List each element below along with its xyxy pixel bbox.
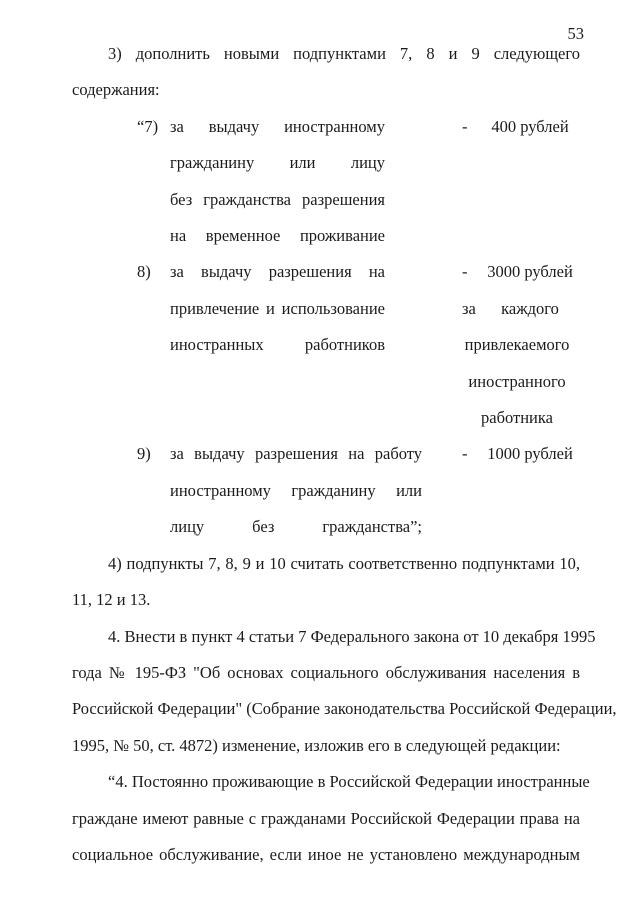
paragraph-line: 11, 12 и 13. xyxy=(72,590,151,610)
paragraph-amend-4-renumber xyxy=(72,546,580,619)
item-amount-line: привлекаемого xyxy=(464,335,570,355)
paragraph-line: 1995, № 50, ст. 4872) изменение, изложив его в следующей редакции: xyxy=(72,735,561,755)
paragraph-line: 4. Внести в пункт 4 статьи 7 Федерального закона от 10 декабря 1995 xyxy=(108,626,596,646)
item-amount xyxy=(454,436,580,472)
item-amount-line: работника xyxy=(481,408,553,428)
dash: - xyxy=(462,262,468,282)
item-number: “7) xyxy=(137,116,159,136)
amount-text: 3000 рублей xyxy=(487,262,573,282)
item-description-line: лицу без гражданства”; xyxy=(170,517,422,537)
dash: - xyxy=(462,116,468,136)
item-amount-line xyxy=(454,109,580,145)
item-description-line: без гражданства разрешения xyxy=(170,189,385,209)
item-description-line: на временное проживание xyxy=(170,226,385,246)
item-description-line: за выдачу разрешения на xyxy=(170,262,385,282)
amount-word: за xyxy=(462,298,476,318)
paragraph-line: 3) дополнить новыми подпунктами 7, 8 и 9 следующего xyxy=(108,44,580,63)
item-description xyxy=(170,436,422,545)
paragraph-quoted-revision xyxy=(72,764,590,873)
item-description xyxy=(170,254,385,363)
item-description-line: привлечение и использование xyxy=(170,298,385,318)
dash: - xyxy=(462,444,468,464)
item-amount-line xyxy=(454,254,580,290)
item-amount-line xyxy=(454,291,580,327)
tariff-item-7 xyxy=(137,109,580,255)
item-description-line: за выдачу иностранному xyxy=(170,116,385,136)
paragraph-line: “4. Постоянно проживающие в Российской Федерации иностранные xyxy=(108,772,590,792)
item-description-line: за выдачу разрешения на работу xyxy=(170,444,422,464)
item-amount xyxy=(454,254,580,436)
item-description-line: иностранному гражданину или xyxy=(170,480,422,500)
tariff-item-9 xyxy=(137,436,580,545)
item-amount-line: иностранного xyxy=(468,371,566,391)
item-description xyxy=(170,109,385,255)
paragraph-line: социальное обслуживание, если иное не установлено международным xyxy=(72,844,580,864)
paragraph-amend-3 xyxy=(72,36,580,109)
item-amount xyxy=(454,109,580,145)
item-amount-line xyxy=(454,436,580,472)
amount-text: каждого xyxy=(501,298,559,318)
paragraph-line: года № 195-ФЗ "Об основах социального обслуживания населения в xyxy=(72,662,580,682)
amount-text: 400 рублей xyxy=(491,116,569,136)
item-number: 9) xyxy=(137,444,151,464)
paragraph-line: содержания: xyxy=(72,80,160,100)
item-description-line: иностранных работников xyxy=(170,335,385,355)
paragraph-article-4 xyxy=(72,619,617,765)
tariff-item-8 xyxy=(137,254,580,436)
page-number: 53 xyxy=(567,24,584,43)
item-number: 8) xyxy=(137,262,151,282)
paragraph-line: граждане имеют равные с гражданами Российской Федерации права на xyxy=(72,808,580,828)
paragraph-line: 4) подпункты 7, 8, 9 и 10 считать соответственно подпунктами 10, xyxy=(108,553,580,573)
item-description-line: гражданину или лицу xyxy=(170,153,385,173)
tariff-list xyxy=(137,109,580,546)
paragraph-line: Российской Федерации" (Собрание законодательства Российской Федерации, xyxy=(72,699,617,719)
amount-text: 1000 рублей xyxy=(487,444,573,464)
